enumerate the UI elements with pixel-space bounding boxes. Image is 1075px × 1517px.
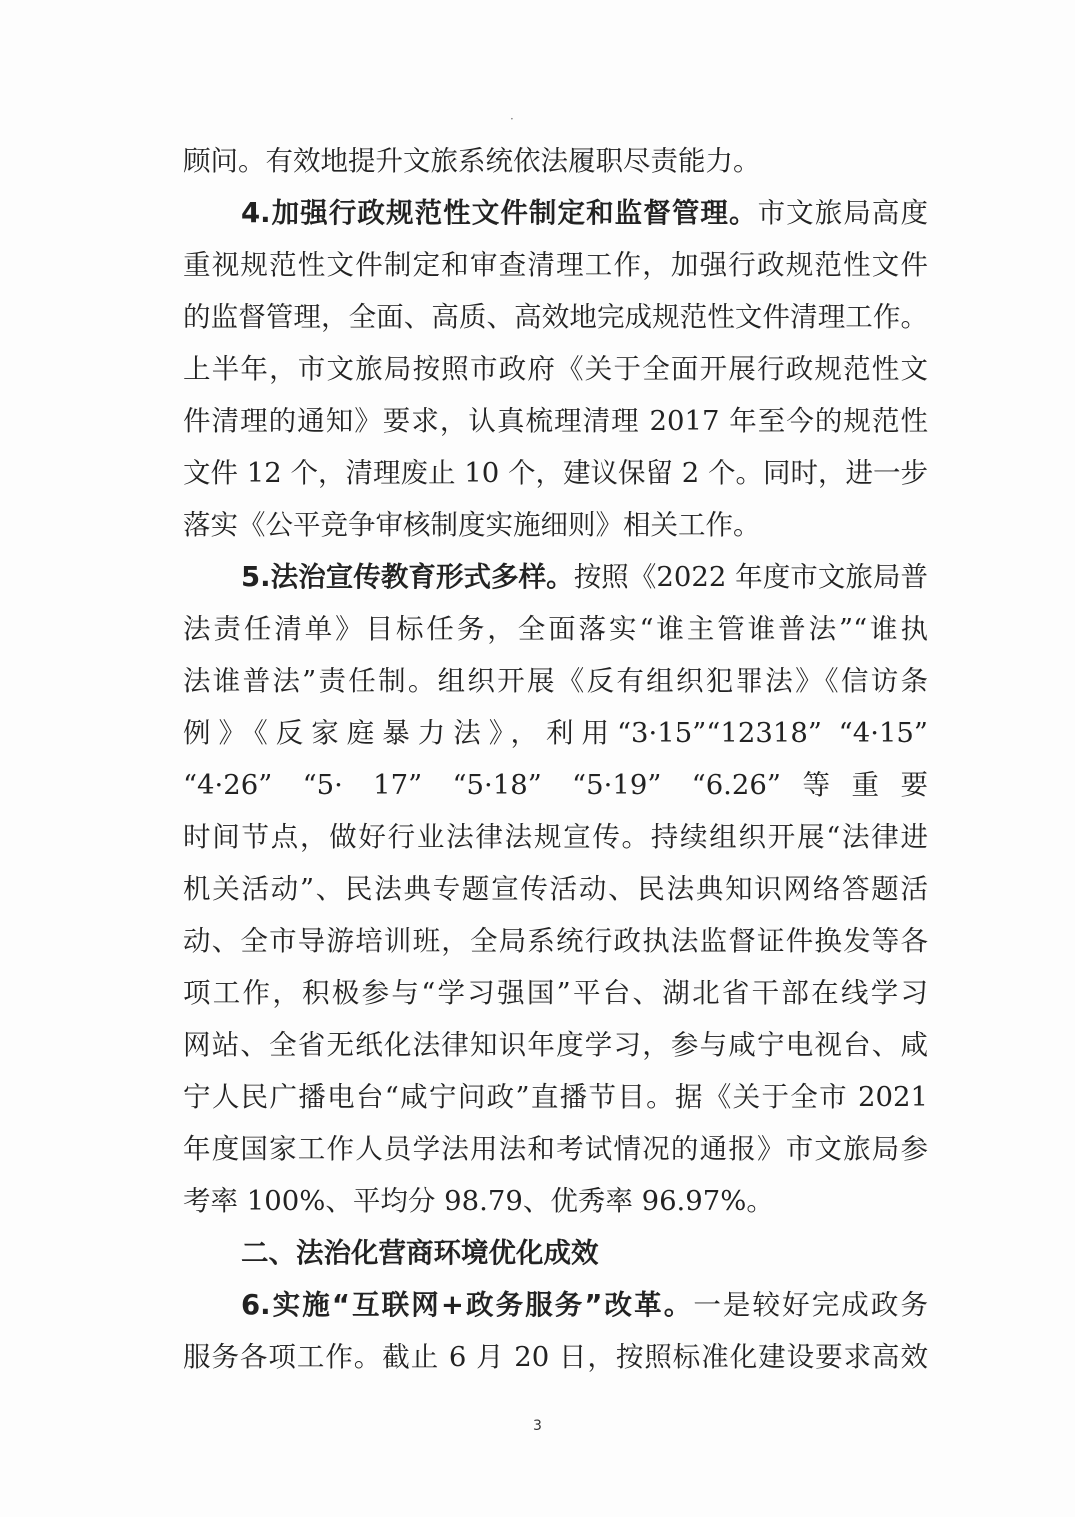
text-line <box>183 291 928 343</box>
text-line <box>183 1071 928 1123</box>
text-run: 时间节点，做好行业法律法规宣传。持续组织开展“法律进 <box>183 821 928 853</box>
text-run: 上半年，市文旅局按照市政府《关于全面开展行政规范性文 <box>183 353 928 385</box>
text-line <box>183 707 928 759</box>
text-line <box>183 187 928 239</box>
text-run: 例》《反家庭暴力法》，利用“3·15”“12318” “4·15” <box>183 717 928 749</box>
text-run: 法责任清单》目标任务，全面落实“谁主管谁普法”“谁执 <box>183 613 928 645</box>
text-line <box>183 759 928 811</box>
text-line <box>183 811 928 863</box>
text-run: 的监督管理，全面、高质、高效地完成规范性文件清理工作。 <box>183 301 928 333</box>
scan-mark: · <box>510 112 514 126</box>
text-run: 考率 100%、平均分 98.79、优秀率 96.97%。 <box>183 1185 774 1217</box>
text-run: 市文旅局高度 <box>757 197 928 229</box>
body-text <box>183 135 928 1383</box>
text-run: 一是较好完成政务 <box>693 1289 929 1321</box>
text-line <box>183 1123 928 1175</box>
text-line <box>183 915 928 967</box>
text-line <box>183 135 928 187</box>
text-run: 落实《公平竞争审核制度实施细则》相关工作。 <box>183 509 761 541</box>
text-line <box>183 1175 928 1227</box>
text-line <box>183 499 928 551</box>
text-run: 重视规范性文件制定和审查清理工作，加强行政规范性文件 <box>183 249 928 281</box>
text-run: 服务各项工作。截止 6 月 20 日，按照标准化建设要求高效 <box>183 1341 928 1373</box>
text-line <box>183 395 928 447</box>
page-number: 3 <box>533 1418 542 1434</box>
text-line <box>183 239 928 291</box>
text-line <box>183 551 928 603</box>
text-run: 年度国家工作人员学法用法和考试情况的通报》市文旅局参 <box>183 1133 928 1165</box>
text-run: 文件 12 个，清理废止 10 个，建议保留 2 个。同时，进一步 <box>183 457 928 489</box>
bold-run: 6.实施“互联网+政务服务”改革。 <box>241 1289 694 1321</box>
text-line <box>183 967 928 1019</box>
text-run: 动、全市导游培训班，全局系统行政执法监督证件换发等各 <box>183 925 928 957</box>
text-run: 法谁普法”责任制。组织开展《反有组织犯罪法》《信访条 <box>183 665 928 697</box>
text-line <box>183 1279 928 1331</box>
text-line <box>183 603 928 655</box>
bold-run: 4.加强行政规范性文件制定和监督管理。 <box>241 197 758 229</box>
text-line <box>183 1331 928 1383</box>
text-line <box>183 655 928 707</box>
text-line <box>183 863 928 915</box>
text-run: 机关活动”、民法典专题宣传活动、民法典知识网络答题活 <box>183 873 928 905</box>
text-run: “4·26” “5· 17” “5·18” “5·19” “6.26”等重要 <box>183 769 928 801</box>
bold-run: 5.法治宣传教育形式多样。 <box>241 561 574 593</box>
text-run: 项工作，积极参与“学习强国”平台、湖北省干部在线学习 <box>183 977 928 1009</box>
text-line <box>183 447 928 499</box>
text-run: 按照《2022 年度市文旅局普 <box>573 561 928 593</box>
text-run: 顾问。有效地提升文旅系统依法履职尽责能力。 <box>183 145 761 177</box>
section-heading <box>183 1227 928 1279</box>
text-line <box>183 343 928 395</box>
text-run: 宁人民广播电台“咸宁问政”直播节目。据《关于全市 2021 <box>183 1081 928 1113</box>
text-run: 件清理的通知》要求，认真梳理清理 2017 年至今的规范性 <box>183 405 928 437</box>
text-run: 二、法治化营商环境优化成效 <box>241 1237 599 1269</box>
text-line <box>183 1019 928 1071</box>
text-run: 网站、全省无纸化法律知识年度学习，参与咸宁电视台、咸 <box>183 1029 928 1061</box>
